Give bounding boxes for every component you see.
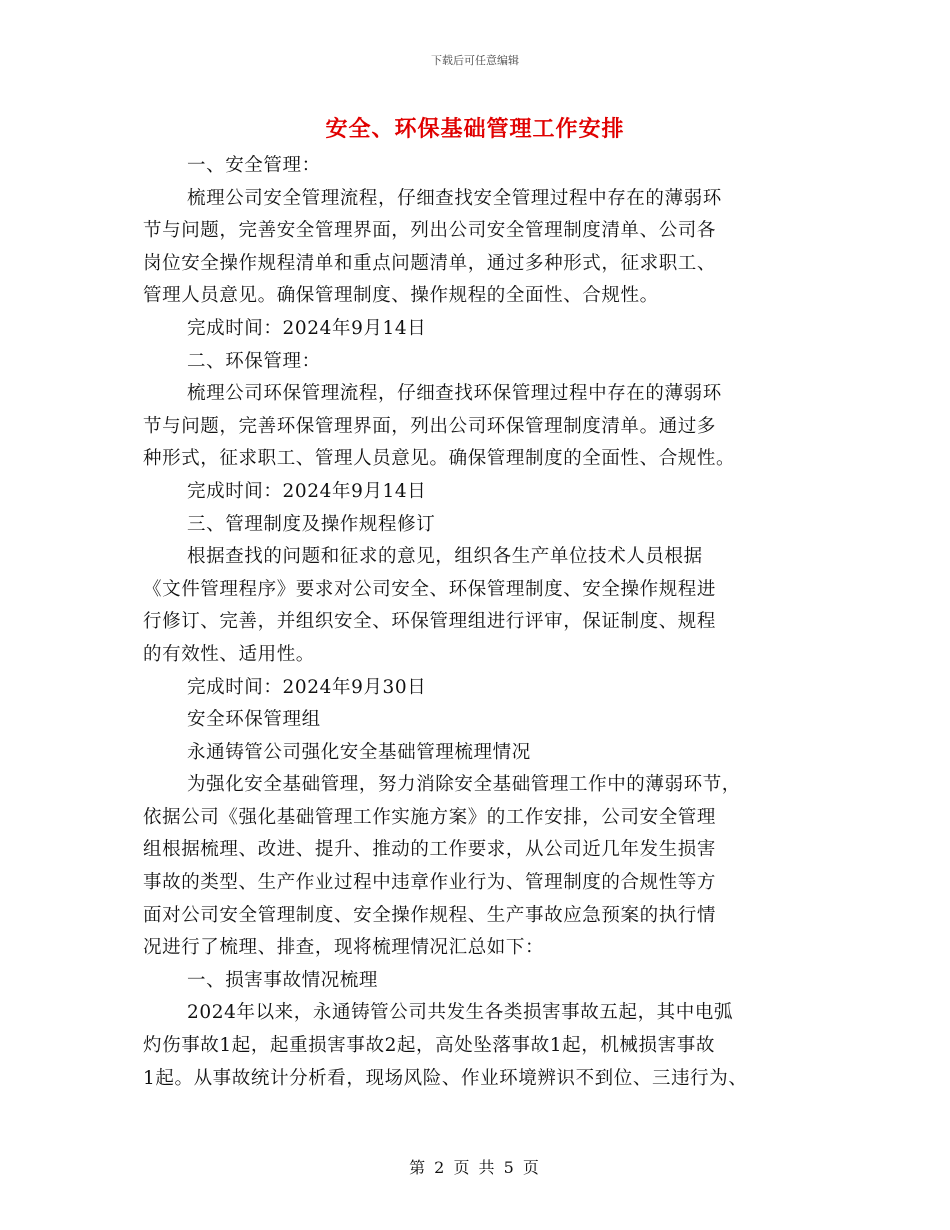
section-heading: 一、安全管理：	[187, 155, 321, 176]
paragraph-line: 节与问题，完善环保管理界面，列出公司环保管理制度清单。通过多	[143, 415, 717, 437]
paragraph-line: 管理人员意见。确保管理制度、操作规程的全面性、合规性。	[143, 285, 659, 307]
paragraph-line: 2024年以来，永通铸管公司共发生各类损害事故五起，其中电弧	[187, 1002, 734, 1024]
completion-date: 完成时间：2024年9月14日	[187, 317, 427, 339]
header-note: 下载后可任意编辑	[431, 54, 519, 67]
section-heading: 二、环保管理：	[187, 350, 321, 372]
paragraph-line: 况进行了梳理、排查，现将梳理情况汇总如下：	[143, 937, 545, 959]
paragraph-line: 节与问题，完善安全管理界面，列出公司安全管理制度清单、公司各	[143, 220, 717, 242]
subsection-title: 永通铸管公司强化安全基础管理梳理情况	[187, 741, 531, 763]
paragraph-line: 《文件管理程序》要求对公司安全、环保管理制度、安全操作规程进	[143, 578, 717, 600]
completion-date: 完成时间：2024年9月14日	[187, 480, 427, 502]
paragraph-line: 面对公司安全管理制度、安全操作规程、生产事故应急预案的执行情	[143, 904, 717, 926]
paragraph-line: 为强化安全基础管理，努力消除安全基础管理工作中的薄弱环节，	[187, 774, 741, 796]
paragraph-line: 种形式，征求职工、管理人员意见。确保管理制度的全面性、合规性。	[143, 448, 736, 470]
paragraph-line: 1起。从事故统计分析看，现场风险、作业环境辨识不到位、三违行为、	[143, 1067, 748, 1089]
paragraph-line: 组根据梳理、改进、提升、推动的工作要求，从公司近几年发生损害	[143, 839, 717, 861]
paragraph-line: 根据查找的问题和征求的意见，组织各生产单位技术人员根据	[187, 546, 703, 568]
paragraph-line: 梳理公司环保管理流程，仔细查找环保管理过程中存在的薄弱环	[187, 383, 722, 405]
section-heading: 一、损害事故情况梳理	[187, 969, 379, 991]
completion-date: 完成时间：2024年9月30日	[187, 676, 427, 698]
paragraph-line: 行修订、完善，并组织安全、环保管理组进行评审，保证制度、规程	[143, 611, 717, 633]
paragraph-line: 灼伤事故1起，起重损害事故2起，高处坠落事故1起，机械损害事故	[143, 1035, 715, 1057]
paragraph-line: 梳理公司安全管理流程，仔细查找安全管理过程中存在的薄弱环	[187, 187, 722, 209]
paragraph-line: 依据公司《强化基础管理工作实施方案》的工作安排，公司安全管理	[143, 806, 717, 828]
document-body	[143, 150, 823, 1095]
paragraph-line: 的有效性、适用性。	[143, 643, 315, 665]
document-title: 安全、环保基础管理工作安排	[325, 116, 625, 142]
page-number: 第 2 页 共 5 页	[409, 1158, 541, 1177]
section-heading: 三、管理制度及操作规程修订	[187, 513, 436, 535]
paragraph-line: 岗位安全操作规程清单和重点问题清单，通过多种形式，征求职工、	[143, 252, 717, 274]
paragraph-line: 事故的类型、生产作业过程中违章作业行为、管理制度的合规性等方	[143, 872, 717, 894]
signature-line: 安全环保管理组	[187, 709, 321, 731]
